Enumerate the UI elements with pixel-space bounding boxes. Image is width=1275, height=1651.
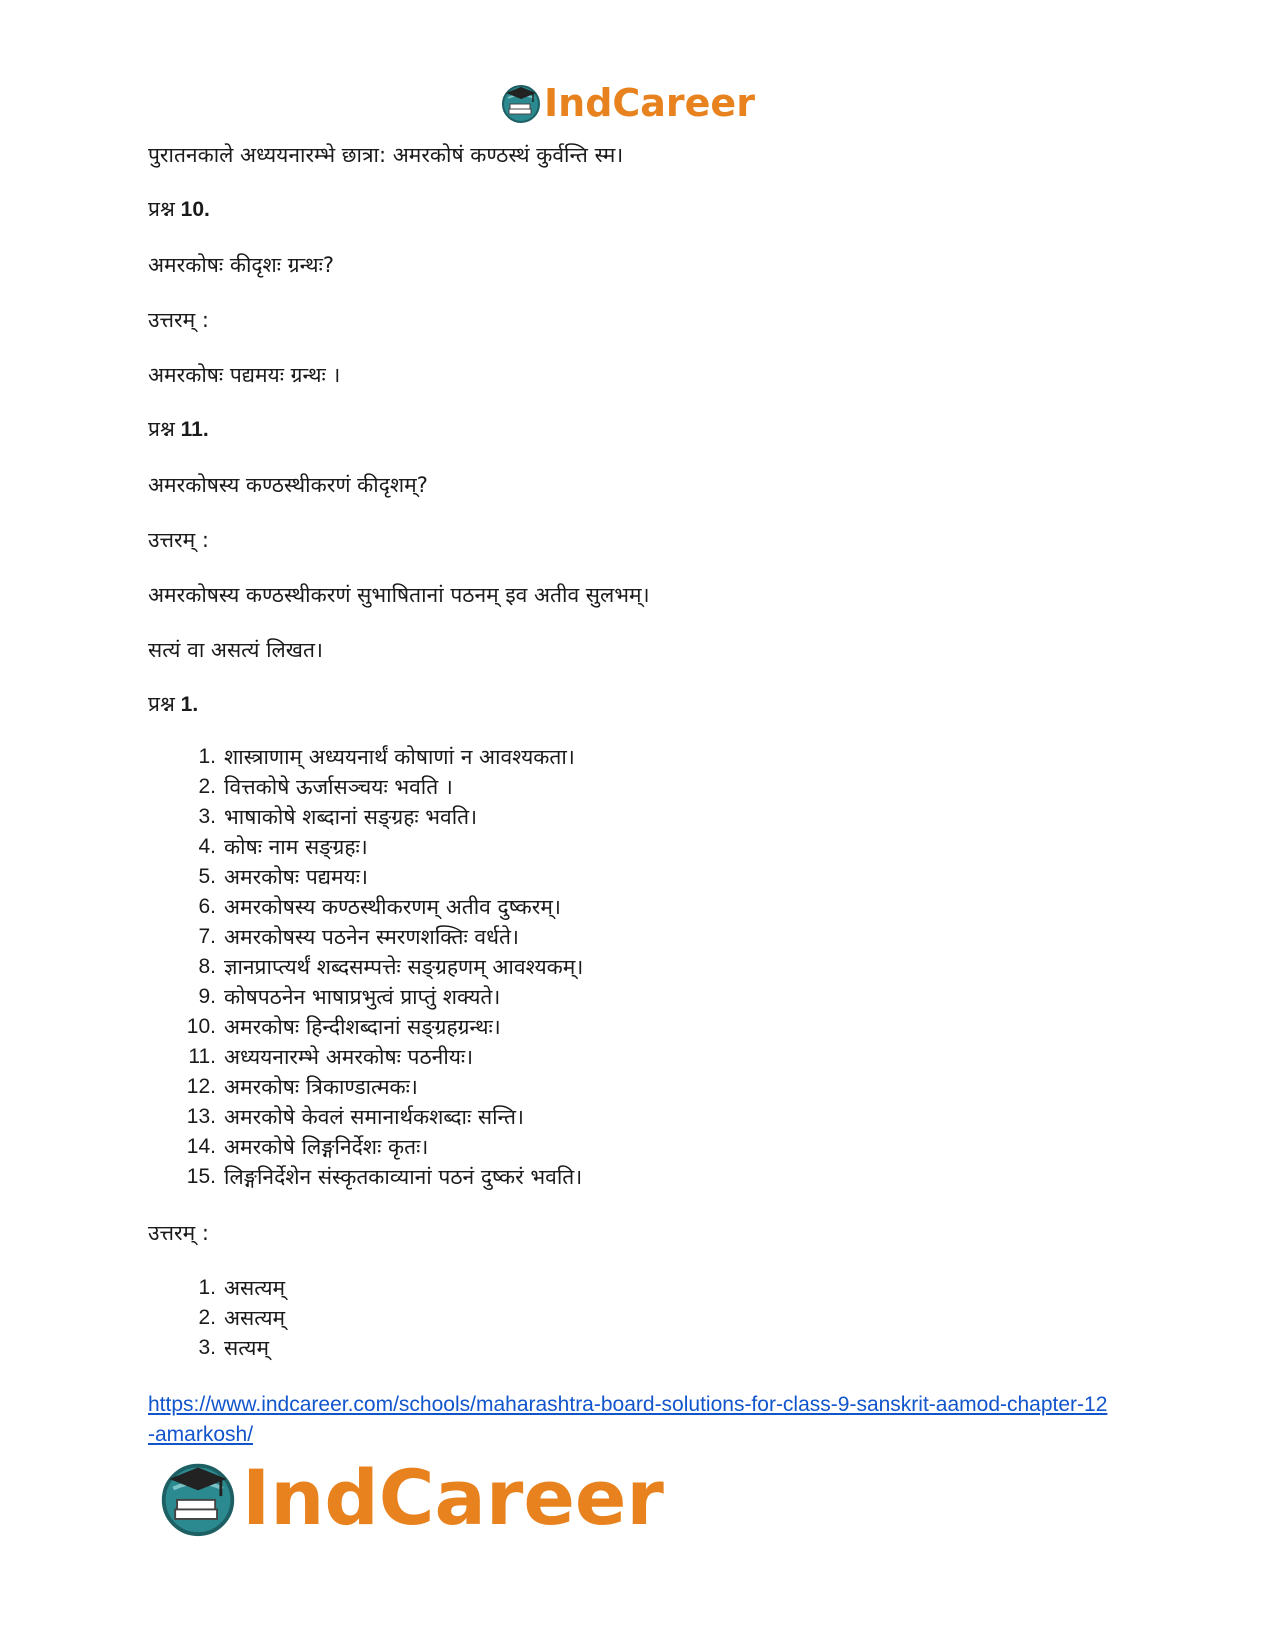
header-logo (500, 78, 755, 128)
question-word: प्रश्न (148, 693, 175, 716)
answers-label: उत्तरम् : (148, 1221, 209, 1245)
list-item: 14. अमरकोषे लिङ्गनिर्देशः कृतः। (186, 1135, 429, 1159)
question-10-text: अमरकोषः कीदृशः ग्रन्थः? (148, 253, 334, 277)
list-item: 7. अमरकोषस्य पठनेन स्मरणशक्तिः वर्धते। (198, 925, 519, 949)
list-item: 1. शास्त्राणाम् अध्ययनार्थं कोषाणां न आवश्यकता। (198, 745, 575, 769)
graduation-globe-icon (500, 82, 542, 124)
question-number: 11. (180, 418, 209, 441)
question-word: प्रश्न (148, 198, 175, 221)
list-item: 1. असत्यम् (198, 1276, 286, 1300)
list-item: 3. सत्यम् (198, 1336, 270, 1360)
list-item: 10. अमरकोषः हिन्दीशब्दानां सङ्ग्रहग्रन्थः। (186, 1015, 501, 1039)
list-item: 9. कोषपठनेन भाषाप्रभुत्वं प्राप्तुं शक्यते। (198, 985, 501, 1009)
list-item: 4. कोषः नाम सङ्ग्रहः। (198, 835, 368, 859)
question-word: प्रश्न (148, 418, 175, 441)
graduation-globe-icon (158, 1458, 238, 1538)
footer-logo (158, 1450, 664, 1545)
question-11-answer: अमरकोषस्य कण्ठस्थीकरणं सुभाषितानां पठनम् इव अतीव सुलभम्। (148, 583, 650, 607)
answer-label: उत्तरम् : (148, 308, 209, 332)
list-item: 11. अध्ययनारम्भे अमरकोषः पठनीयः। (188, 1045, 474, 1069)
answer-label: उत्तरम् : (148, 528, 209, 552)
list-item: 15. लिङ्गनिर्देशेन संस्कृतकाव्यानां पठनं दुष्करं भवति। (186, 1165, 583, 1189)
question-number: 1. (180, 693, 199, 716)
question-11-text: अमरकोषस्य कण्ठस्थीकरणं कीदृशम्? (148, 473, 428, 497)
list-item: 3. भाषाकोषे शब्दानां सङ्ग्रहः भवति। (198, 805, 478, 829)
intro-text: पुरातनकाले अध्ययनारम्भे छात्रा: अमरकोषं कण्ठस्थं कुर्वन्ति स्म। (148, 143, 624, 167)
question-number: 10. (180, 198, 210, 221)
list-item: 8. ज्ञानप्राप्त्यर्थं शब्दसम्पत्तेः सङ्ग्रहणम् आवश्यकम्। (198, 955, 584, 979)
document-content (148, 140, 1128, 1363)
question-1-label (148, 690, 1128, 742)
statements-list (148, 742, 1128, 1192)
brand-name: IndCareer (544, 81, 755, 125)
question-11-label (148, 415, 1128, 470)
brand-name: IndCareer (242, 1452, 664, 1542)
question-10-answer: अमरकोषः पद्यमयः ग्रन्थः । (148, 363, 341, 387)
list-item: 2. वित्तकोषे ऊर्जासञ्चयः भवति । (198, 775, 453, 799)
answers-list (148, 1273, 1128, 1363)
list-item: 2. असत्यम् (198, 1306, 286, 1330)
list-item: 13. अमरकोषे केवलं समानार्थकशब्दाः सन्ति। (186, 1105, 524, 1129)
section-title: सत्यं वा असत्यं लिखत। (148, 638, 323, 662)
list-item: 6. अमरकोषस्य कण्ठस्थीकरणम् अतीव दुष्करम्। (198, 895, 561, 919)
list-item: 12. अमरकोषः त्रिकाण्डात्मकः। (186, 1075, 418, 1099)
list-item: 5. अमरकोषः पद्यमयः। (198, 865, 368, 889)
question-10-label (148, 195, 1128, 250)
source-link[interactable]: https://www.indcareer.com/schools/maharashtra-board-solutions-for-class-9-sanskrit-aamod-chapter-12-amarkosh/ (148, 1393, 1108, 1446)
